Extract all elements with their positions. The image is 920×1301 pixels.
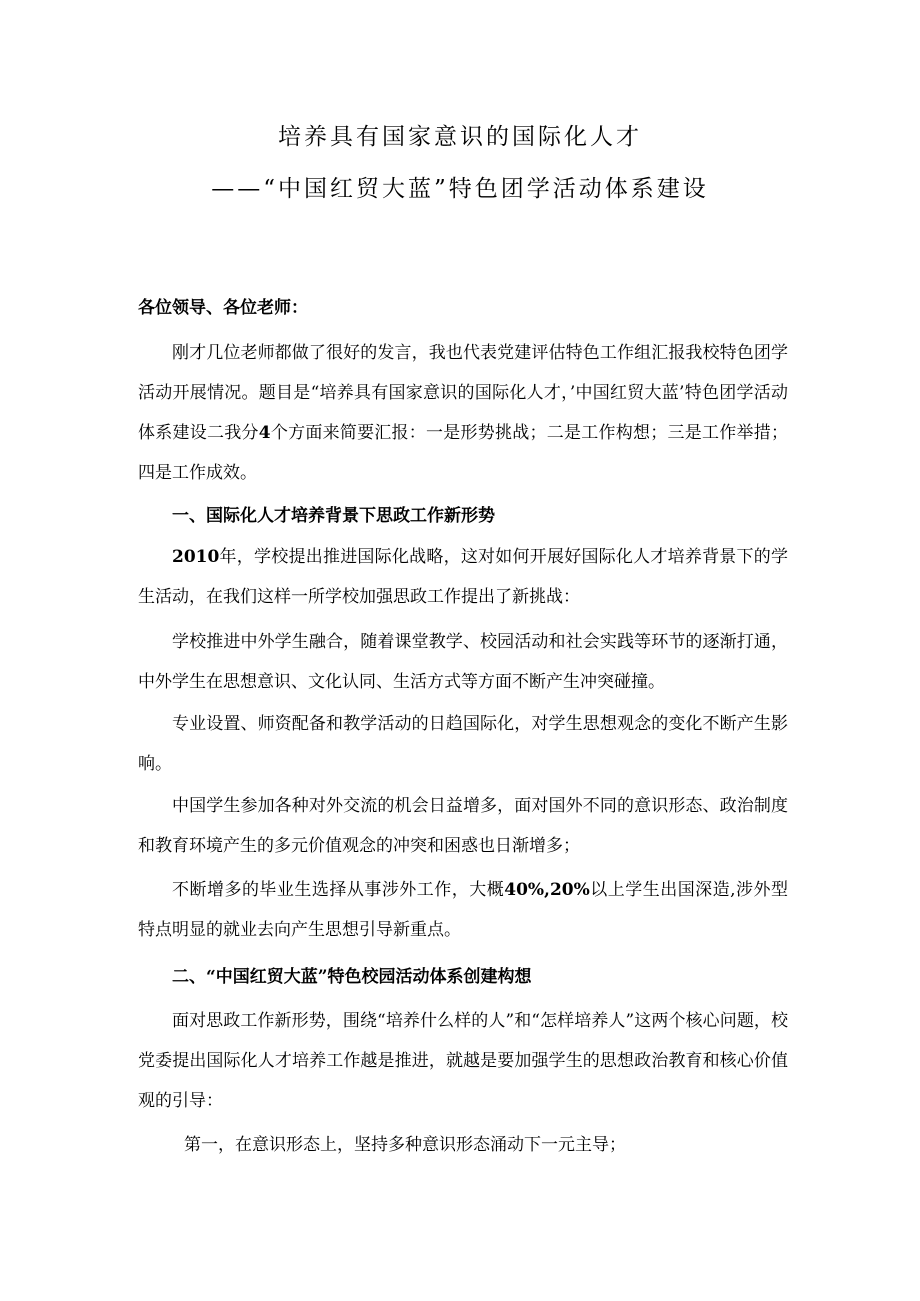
section1-p5-text-a: 不断增多的毕业生选择从事涉外工作，大概 (172, 880, 505, 900)
intro-text-1: 刚才几位老师都做了很好的发言，我也代表党建评估特色工作组汇报我校特色团学活动开展情况。题目是“培养具有国家意识的国际化人才，’中国红贸大蓝’特色团学活动体系建设二我分 (138, 343, 788, 443)
section2-heading: 二、“中国红贸大蓝”特色校园活动体系创建构想 (172, 967, 532, 987)
section1-heading: 一、国际化人才培养背景下思政工作新形势 (172, 506, 495, 526)
percent-values: 40%,20% (504, 880, 590, 900)
year-value: 2010 (172, 547, 220, 567)
intro-number: 4 (258, 423, 271, 443)
section2-paragraph-2: 第一，在意识形态上，坚持多种意识形态涌动下一元主导； (184, 1135, 626, 1155)
section1-paragraph-2: 学校推进中外学生融合，随着课堂教学、校园活动和社会实践等环节的逐渐打通，中外学生在思想意识、文化认同、生活方式等方面不断产生冲突碰撞。 (138, 632, 788, 692)
section1-paragraph-5 (138, 870, 788, 950)
intro-paragraph (138, 333, 788, 493)
document-subtitle: ——“中国红贸大蓝”特色团学活动体系建设 (211, 176, 709, 202)
section1-paragraph-3: 专业设置、师资配备和教学活动的日趋国际化，对学生思想观念的变化不断产生影响。 (138, 714, 788, 774)
greeting: 各位领导、各位老师： (138, 298, 308, 318)
section1-p5-text-b: 以上学生出国深造,涉外型特点明显的就业去向产生思想引导新重点。 (138, 880, 789, 940)
intro-text-2: 个方面来简要汇报：一是形势挑战；二是工作构想；三是工作举措；四是工作成效。 (138, 423, 789, 483)
section1-paragraph-4: 中国学生参加各种对外交流的机会日益增多，面对国外不同的意识形态、政治制度和教育环境产生的多元价值观念的冲突和困惑也日渐增多； (138, 796, 788, 856)
section2-paragraph-1: 面对思政工作新形势，围绕“培养什么样的人”和“怎样培养人”这两个核心问题，校党委提出国际化人才培养工作越是推进，就越是要加强学生的思想政治教育和核心价值观的引导： (138, 1011, 788, 1111)
section1-paragraph-1 (138, 537, 788, 617)
document-title: 培养具有国家意识的国际化人才 (278, 124, 642, 150)
section1-p1-text: 年，学校提出推进国际化战略，这对如何开展好国际化人才培养背景下的学生活动，在我们这样一所学校加强思政工作提出了新挑战： (138, 547, 788, 607)
